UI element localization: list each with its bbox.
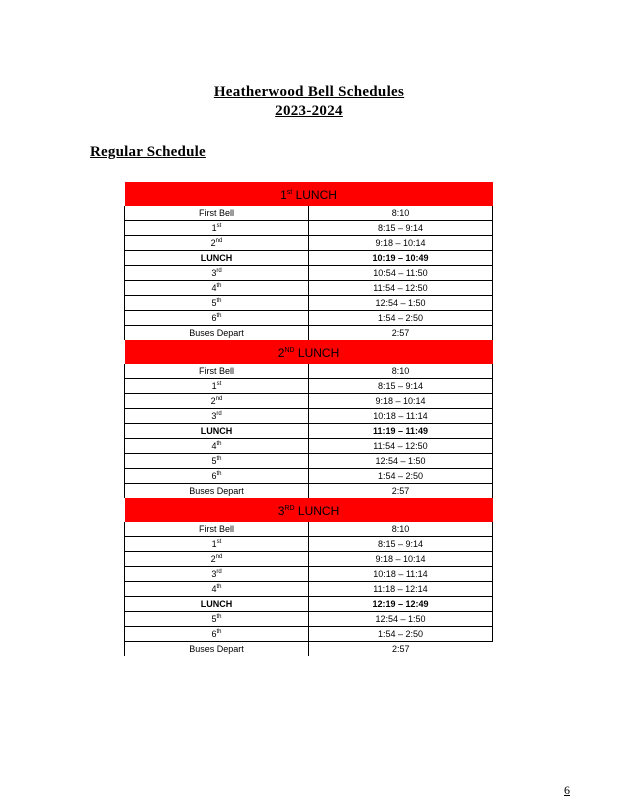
period-cell xyxy=(125,597,309,612)
period-suffix: th xyxy=(216,614,222,620)
period-label: 3 xyxy=(211,411,217,421)
time-cell: 8:10 xyxy=(309,522,493,537)
period-label: 6 xyxy=(211,629,217,639)
period-cell xyxy=(125,379,309,394)
time-cell: 8:15 – 9:14 xyxy=(309,221,493,236)
period-label: 1 xyxy=(211,223,217,233)
period-label: 1 xyxy=(211,381,217,391)
lunch-ordinal: 2 xyxy=(277,346,285,360)
schedule-row xyxy=(125,469,493,484)
period-label: 2 xyxy=(210,396,216,406)
lunch-ordinal: 1 xyxy=(280,188,287,202)
period-label: 5 xyxy=(211,456,217,466)
time-cell: 8:10 xyxy=(309,364,493,379)
period-label: 3 xyxy=(211,569,217,579)
time-cell: 10:18 – 11:14 xyxy=(309,409,493,424)
period-suffix: th xyxy=(216,456,222,462)
time-cell: 8:15 – 9:14 xyxy=(309,537,493,552)
time-cell: 11:54 – 12:50 xyxy=(309,439,493,454)
period-suffix: st xyxy=(216,539,222,545)
period-label: Buses Depart xyxy=(189,644,244,654)
period-cell xyxy=(125,326,309,341)
lunch-header-label xyxy=(125,340,493,364)
schedule-row xyxy=(125,454,493,469)
bell-schedule-table xyxy=(124,182,493,656)
period-cell xyxy=(125,522,309,537)
period-cell xyxy=(125,296,309,311)
schedule-row xyxy=(125,296,493,311)
schedule-row xyxy=(125,552,493,567)
time-cell: 10:19 – 10:49 xyxy=(309,251,493,266)
schedule-row xyxy=(125,409,493,424)
lunch-header xyxy=(125,498,493,522)
lunch-header-label xyxy=(125,498,493,522)
period-suffix: rd xyxy=(216,268,222,274)
schedule-row xyxy=(125,612,493,627)
time-cell: 1:54 – 2:50 xyxy=(309,627,493,642)
period-suffix: nd xyxy=(215,238,223,244)
period-cell xyxy=(125,266,309,281)
schedule-row xyxy=(125,394,493,409)
lunch-label: LUNCH xyxy=(294,346,340,360)
period-cell xyxy=(125,394,309,409)
time-cell: 1:54 – 2:50 xyxy=(309,311,493,326)
time-cell: 9:18 – 10:14 xyxy=(309,552,493,567)
period-suffix: st xyxy=(216,381,222,387)
schedule-row xyxy=(125,379,493,394)
lunch-ordinal: 3 xyxy=(277,504,285,518)
schedule-row xyxy=(125,424,493,439)
schedule-row xyxy=(125,537,493,552)
period-suffix: th xyxy=(216,298,222,304)
time-cell: 8:15 – 9:14 xyxy=(309,379,493,394)
schedule-row xyxy=(125,627,493,642)
schedule-row xyxy=(125,311,493,326)
period-label: 4 xyxy=(211,584,217,594)
lunch-ordinal-suffix: ND xyxy=(284,347,295,354)
schedule-row xyxy=(125,266,493,281)
period-suffix: th xyxy=(216,629,222,635)
time-cell: 11:19 – 11:49 xyxy=(309,424,493,439)
schedule-row xyxy=(125,206,493,221)
period-cell xyxy=(125,311,309,326)
schedule-row xyxy=(125,251,493,266)
page-number: 6 xyxy=(564,783,570,797)
schedule-row xyxy=(125,236,493,251)
period-cell xyxy=(125,251,309,266)
period-cell xyxy=(125,642,309,657)
time-cell: 10:54 – 11:50 xyxy=(309,266,493,281)
period-label: 5 xyxy=(211,614,217,624)
lunch-header xyxy=(125,182,493,206)
period-cell xyxy=(125,484,309,499)
lunch-header-label xyxy=(125,182,493,206)
period-label: Buses Depart xyxy=(189,486,244,496)
lunch-ordinal-suffix: RD xyxy=(284,505,295,512)
period-cell xyxy=(125,364,309,379)
period-suffix: nd xyxy=(215,396,223,402)
period-label: Buses Depart xyxy=(189,328,244,338)
schedule-row xyxy=(125,439,493,454)
period-label: LUNCH xyxy=(200,253,233,263)
period-suffix: th xyxy=(216,313,222,319)
time-cell: 9:18 – 10:14 xyxy=(309,236,493,251)
schedule-row xyxy=(125,364,493,379)
time-cell: 12:54 – 1:50 xyxy=(309,612,493,627)
time-cell: 12:19 – 12:49 xyxy=(309,597,493,612)
period-label: First Bell xyxy=(198,208,234,218)
period-suffix: th xyxy=(216,283,222,289)
period-label: First Bell xyxy=(198,366,234,376)
schedule-row xyxy=(125,522,493,537)
time-cell: 12:54 – 1:50 xyxy=(309,296,493,311)
period-cell xyxy=(125,221,309,236)
section-title: Regular Schedule xyxy=(90,144,206,160)
period-cell xyxy=(125,424,309,439)
period-cell xyxy=(125,552,309,567)
period-label: 3 xyxy=(211,268,217,278)
period-cell xyxy=(125,439,309,454)
lunch-label: LUNCH xyxy=(294,504,340,518)
period-label: 2 xyxy=(210,554,216,564)
time-cell: 2:57 xyxy=(309,484,493,499)
period-cell xyxy=(125,469,309,484)
period-cell xyxy=(125,537,309,552)
period-cell xyxy=(125,236,309,251)
schedule-row xyxy=(125,484,493,499)
period-label: LUNCH xyxy=(200,599,233,609)
school-year: 2023-2024 xyxy=(275,103,343,119)
period-label: 2 xyxy=(210,238,216,248)
schedule-row xyxy=(125,281,493,296)
period-suffix: th xyxy=(216,471,222,477)
time-cell: 1:54 – 2:50 xyxy=(309,469,493,484)
period-cell xyxy=(125,206,309,221)
schedule-row xyxy=(125,597,493,612)
time-cell: 2:57 xyxy=(391,644,410,654)
period-suffix: th xyxy=(216,441,222,447)
period-cell xyxy=(125,627,309,642)
lunch-ordinal-suffix: st xyxy=(286,189,293,196)
period-cell xyxy=(125,409,309,424)
period-label: 6 xyxy=(211,471,217,481)
schedule-row xyxy=(125,567,493,582)
period-label: LUNCH xyxy=(200,426,233,436)
time-cell: 2:57 xyxy=(309,326,493,341)
period-suffix: st xyxy=(216,223,222,229)
time-cell: 10:18 – 11:14 xyxy=(309,567,493,582)
period-cell xyxy=(125,612,309,627)
schedule-row xyxy=(125,642,493,657)
period-cell xyxy=(125,567,309,582)
period-label: 4 xyxy=(211,283,217,293)
period-label: 1 xyxy=(211,539,217,549)
period-label: 5 xyxy=(211,298,217,308)
time-cell: 8:10 xyxy=(309,206,493,221)
time-cell: 11:18 – 12:14 xyxy=(309,582,493,597)
period-suffix: rd xyxy=(216,569,222,575)
page-title: Heatherwood Bell Schedules xyxy=(213,84,405,100)
period-suffix: th xyxy=(216,584,222,590)
period-suffix: rd xyxy=(216,411,222,417)
period-label: 6 xyxy=(211,313,217,323)
period-cell xyxy=(125,454,309,469)
period-label: First Bell xyxy=(198,524,234,534)
lunch-header xyxy=(125,340,493,364)
schedule-row xyxy=(125,221,493,236)
lunch-label: LUNCH xyxy=(292,188,337,202)
time-cell: 12:54 – 1:50 xyxy=(309,454,493,469)
schedule-row xyxy=(125,326,493,341)
time-cell: 11:54 – 12:50 xyxy=(309,281,493,296)
period-label: 4 xyxy=(211,441,217,451)
time-cell: 9:18 – 10:14 xyxy=(309,394,493,409)
schedule-row xyxy=(125,582,493,597)
period-cell xyxy=(125,281,309,296)
period-cell xyxy=(125,582,309,597)
period-suffix: nd xyxy=(215,554,223,560)
